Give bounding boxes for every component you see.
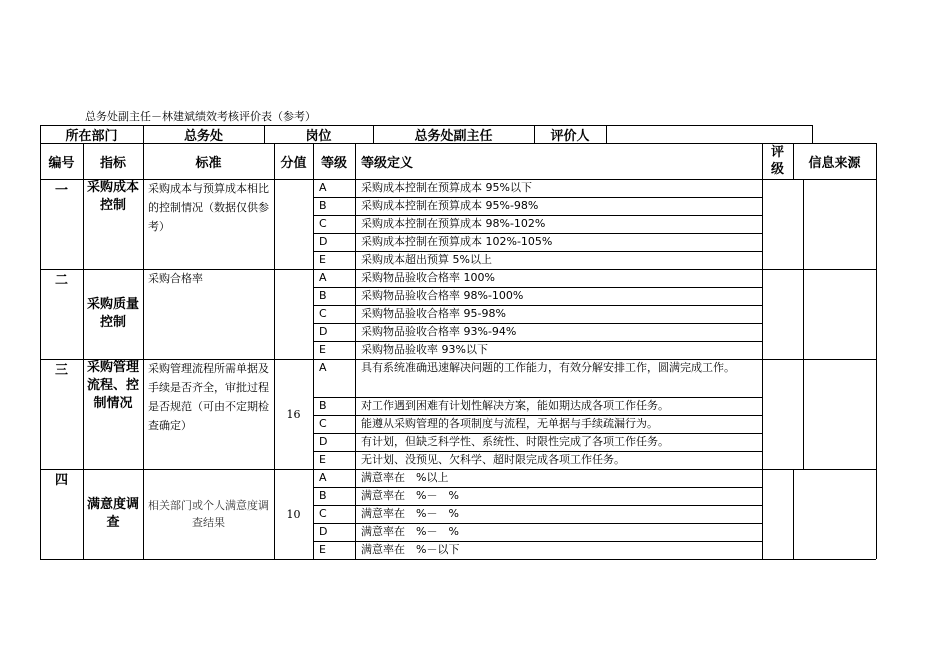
grade-definition: 满意率在 %－以下 [361, 543, 460, 556]
grade-definition: 采购成本控制在预算成本 95%以下 [361, 181, 532, 194]
info-row-divider [812, 125, 813, 143]
col-divider [143, 179, 144, 269]
section-indicator: 采购管理流程、控制情况 [87, 360, 139, 411]
grade-letter: C [319, 307, 327, 320]
grade-definition: 采购物品验收合格率 95-98% [361, 307, 506, 320]
col-divider [355, 179, 356, 269]
grade-letter: E [319, 453, 326, 466]
table-right-border [876, 359, 877, 469]
grade-definition: 满意率在 %－ % [361, 507, 459, 520]
header-score: 分值 [280, 155, 307, 171]
post-value: 总务处副主任 [414, 128, 493, 143]
section-standard: 采购合格率 [148, 272, 203, 285]
grade-definition: 采购物品验收率 93%以下 [361, 343, 488, 356]
document-title: 总务处副主任－林建斌绩效考核评价表（参考） [85, 110, 316, 123]
grade-letter: D [319, 525, 328, 538]
col-divider [803, 359, 804, 469]
section-no: 四 [54, 472, 68, 487]
col-divider [762, 359, 763, 469]
col-divider [313, 269, 314, 359]
grade-letter: E [319, 343, 326, 356]
grade-letter: A [319, 361, 327, 374]
header-divider [876, 143, 877, 179]
col-divider [762, 179, 763, 269]
col-divider [762, 469, 763, 559]
header-grade-def: 等级定义 [361, 155, 414, 171]
grade-definition: 满意率在 %－ % [361, 489, 459, 502]
section-score [274, 179, 313, 269]
section-score: 10 [286, 507, 301, 521]
col-divider [313, 359, 314, 469]
section-indicator: 采购成本控制 [87, 180, 139, 213]
section-standard: 采购管理流程所需单据及手续是否齐全，审批过程是否规范（可由不定期检查确定） [148, 362, 269, 432]
col-divider [355, 269, 356, 359]
col-divider [143, 269, 144, 359]
col-divider [355, 359, 356, 469]
col-divider [83, 179, 84, 269]
grade-letter: B [319, 199, 327, 212]
section-score: 16 [286, 407, 301, 421]
header-source: 信息来源 [808, 155, 861, 171]
grade-letter: E [319, 543, 326, 556]
section-standard: 采购成本与预算成本相比的控制情况（数据仅供参考） [148, 182, 269, 233]
header-grade: 等级 [320, 155, 347, 171]
grade-definition: 能遵从采购管理的各项制度与流程，无单据与手续疏漏行为。 [361, 417, 658, 430]
section-no: 三 [54, 362, 68, 377]
header-indicator: 指标 [99, 155, 126, 171]
col-divider [83, 359, 84, 469]
grade-letter: A [319, 471, 327, 484]
grade-letter: D [319, 325, 328, 338]
grade-letter: B [319, 289, 327, 302]
header-rating: 评级 [770, 145, 784, 177]
section-standard: 相关部门或个人满意度调查结果 [148, 499, 269, 529]
grade-letter: A [319, 271, 327, 284]
grade-definition: 采购物品验收合格率 100% [361, 271, 495, 284]
grade-letter: C [319, 417, 327, 430]
col-divider [355, 469, 356, 559]
grade-letter: B [319, 489, 327, 502]
col-divider [143, 359, 144, 469]
col-divider [83, 469, 84, 559]
col-divider [83, 269, 84, 359]
col-divider [803, 269, 804, 359]
grade-letter: A [319, 181, 327, 194]
grade-letter: D [319, 435, 328, 448]
grade-letter: C [319, 507, 327, 520]
grade-definition: 有计划，但缺乏科学性、系统性、时限性完成了各项工作任务。 [361, 435, 669, 448]
section-no: 一 [54, 182, 68, 197]
grade-definition: 无计划、没预见、欠科学、超时限完成各项工作任务。 [361, 453, 625, 466]
col-divider [143, 469, 144, 559]
col-divider [313, 179, 314, 269]
col-divider [793, 469, 794, 559]
header-no: 编号 [48, 155, 75, 171]
grade-definition: 采购成本超出预算 5%以上 [361, 253, 492, 266]
grade-letter: D [319, 235, 328, 248]
grade-letter: E [319, 253, 326, 266]
grade-definition: 采购物品验收合格率 98%-100% [361, 289, 524, 302]
table-right-border [876, 179, 877, 269]
evaluator-label: 评价人 [550, 128, 590, 143]
grade-definition: 满意率在 %以上 [361, 471, 449, 484]
col-divider [313, 469, 314, 559]
grade-definition: 采购成本控制在预算成本 98%-102% [361, 217, 546, 230]
grade-definition: 采购物品验收合格率 93%-94% [361, 325, 517, 338]
grade-letter: B [319, 399, 327, 412]
grade-letter: C [319, 217, 327, 230]
section-indicator: 满意度调查 [87, 497, 139, 530]
col-divider [762, 269, 763, 359]
table-right-border [876, 269, 877, 359]
grade-definition: 具有系统准确迅速解决问题的工作能力，有效分解安排工作，圆满完成工作。 [361, 361, 735, 374]
header-divider [355, 143, 356, 179]
table-bottom-border [40, 559, 876, 560]
dept-value: 总务处 [183, 128, 223, 143]
evaluator-value [606, 125, 812, 143]
post-label: 岗位 [305, 128, 332, 143]
grade-definition: 采购成本控制在预算成本 95%-98% [361, 199, 539, 212]
table-right-border [876, 469, 877, 559]
dept-label: 所在部门 [65, 128, 118, 143]
header-standard: 标准 [195, 155, 222, 171]
section-indicator: 采购质量控制 [87, 297, 139, 330]
grade-definition: 满意率在 %－ % [361, 525, 459, 538]
col-divider [803, 179, 804, 269]
grade-definition: 对工作遇到困难有计划性解决方案，能如期达成各项工作任务。 [361, 399, 669, 412]
section-score [274, 269, 313, 359]
grade-definition: 采购成本控制在预算成本 102%-105% [361, 235, 553, 248]
section-no: 二 [54, 272, 68, 287]
